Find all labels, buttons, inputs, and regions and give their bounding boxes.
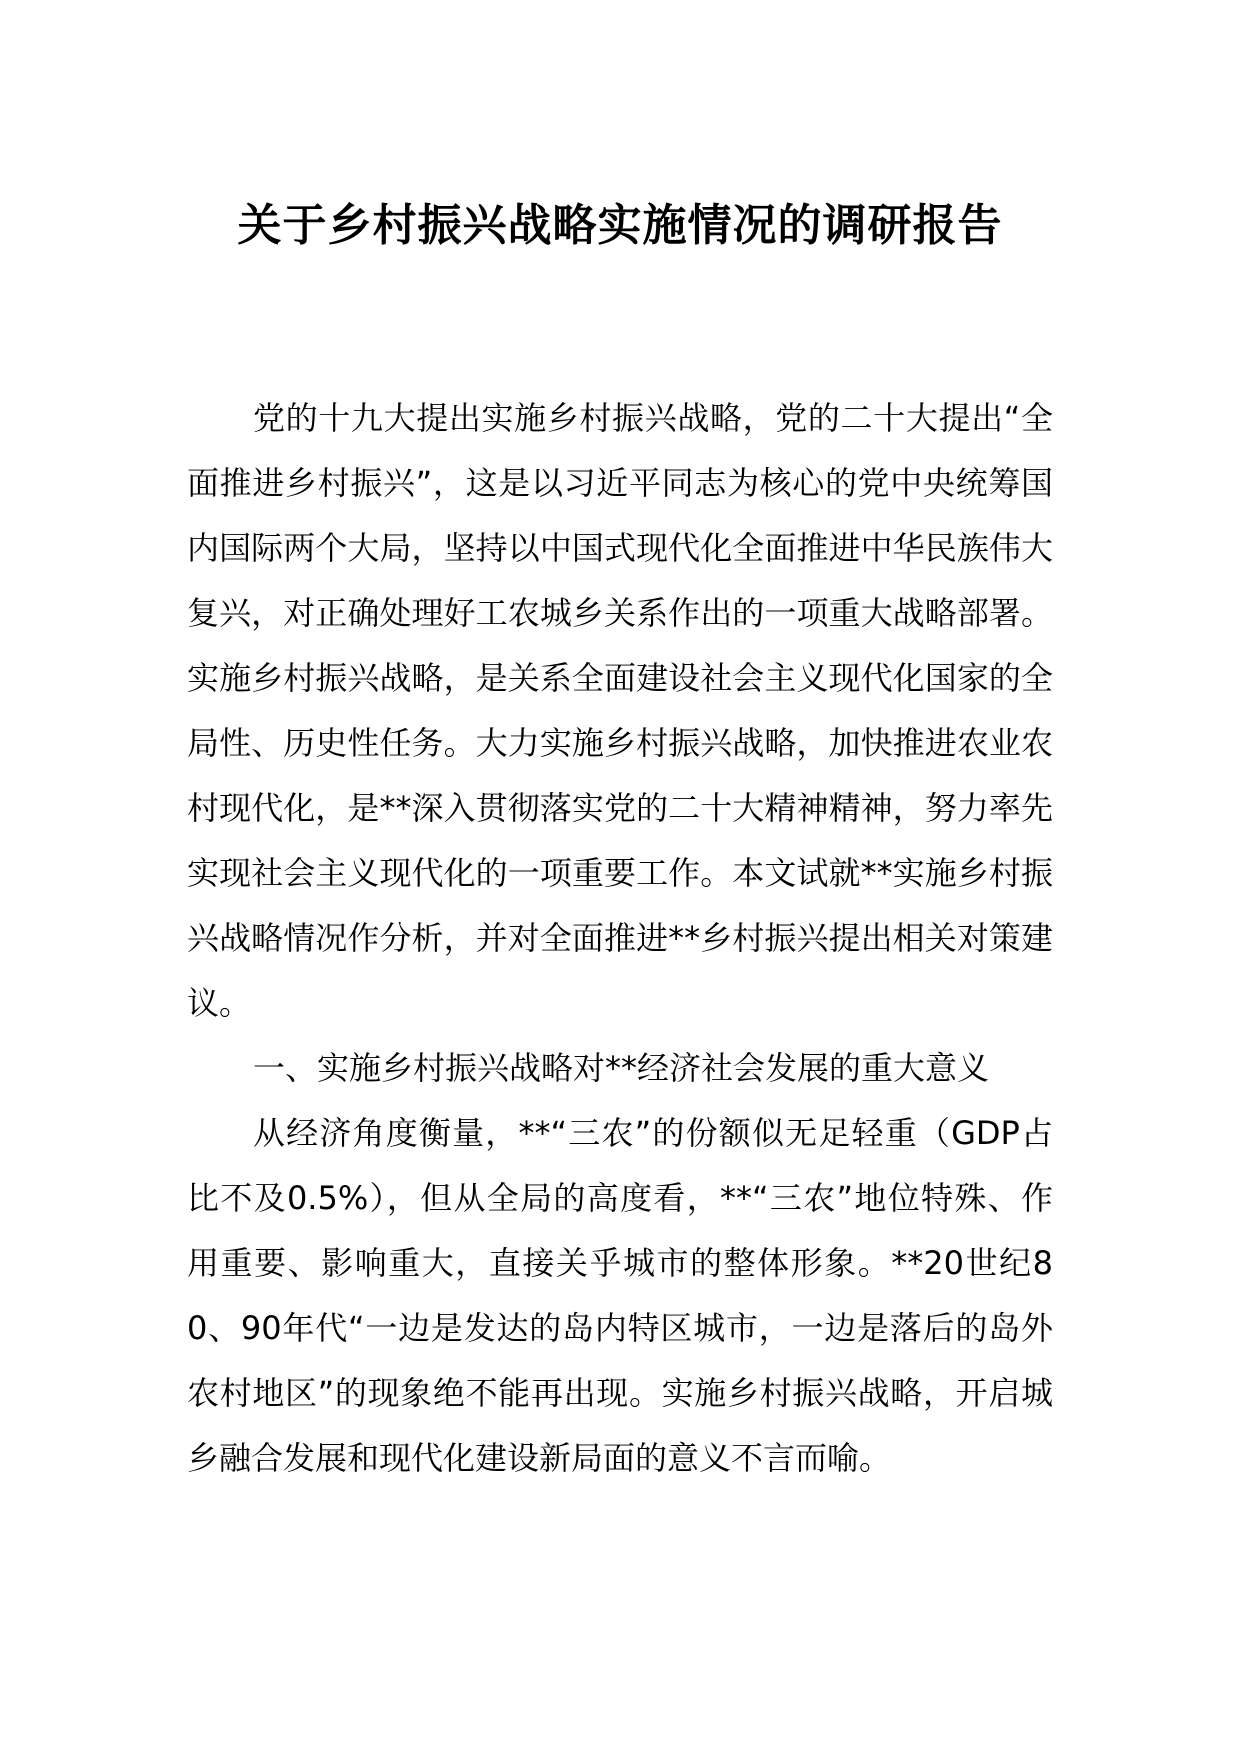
document-title: 关于乡村振兴战略实施情况的调研报告 — [237, 200, 1003, 251]
section-heading: 一、实施乡村振兴战略对**经济社会发展的重大意义 — [253, 1049, 990, 1087]
document-body — [187, 386, 1053, 1491]
intro-paragraph: 党的十九大提出实施乡村振兴战略，党的二十大提出“全面推进乡村振兴”，这是以习近平同志为核心的党中央统筹国内国际两个大局，坚持以中国式现代化全面推进中华民族伟大复兴，对正确处理好工农城乡关系作出的一项重大战略部署。实施乡村振兴战略，是关系全面建设社会主义现代化国家的全局性、历史性任务。大力实施乡村振兴战略，加快推进农业农村现代化，是**深入贯彻落实党的二十大精神精神，努力率先实现社会主义现代化的一项重要工作。本文试就**实施乡村振兴战略情况作分析，并对全面推进**乡村振兴提出相关对策建议。 — [187, 399, 1053, 1022]
section-paragraph: 从经济角度衡量，**“三农”的份额似无足轻重（GDP占比不及0.5%），但从全局的高度看，**“三农”地位特殊、作用重要、影响重大，直接关乎城市的整体形象。**20世纪80、90年代“一边是发达的岛内特区城市，一边是落后的岛外农村地区”的现象绝不能再出现。实施乡村振兴战略，开启城乡融合发展和现代化建设新局面的意义不言而喻。 — [187, 1114, 1053, 1477]
